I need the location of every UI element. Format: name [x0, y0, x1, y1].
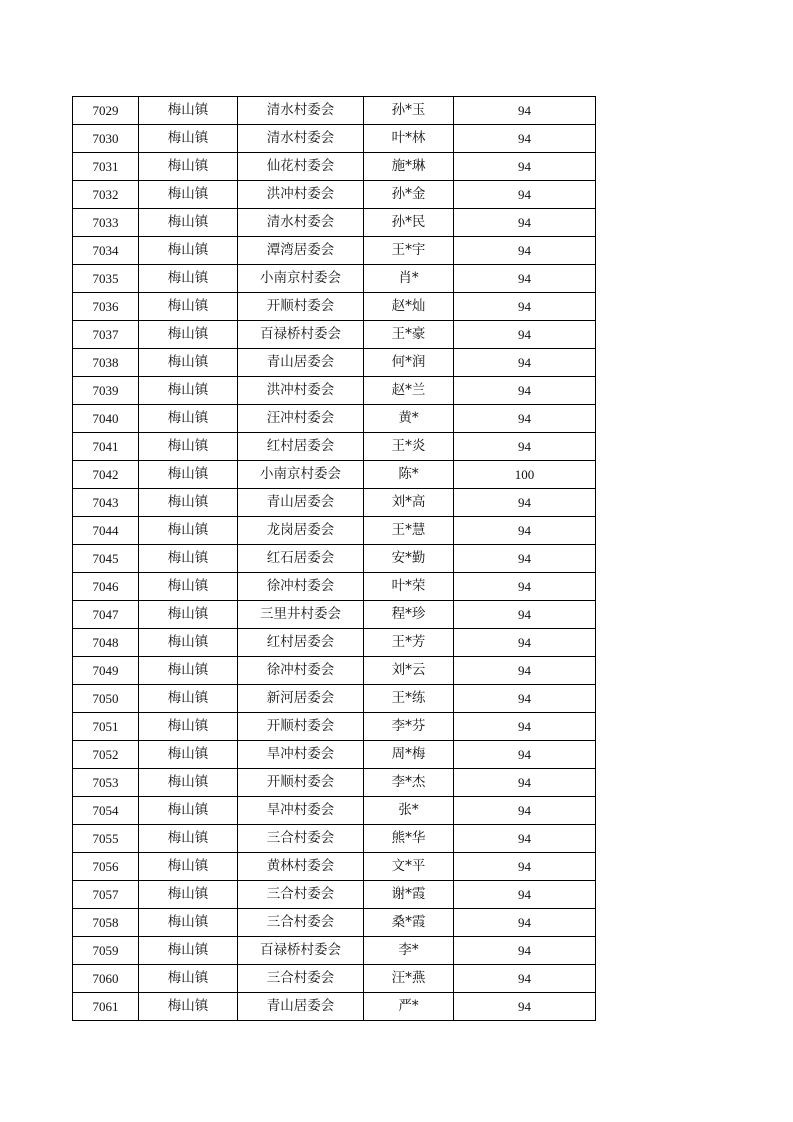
town-cell: 梅山镇	[139, 377, 238, 405]
town-cell: 梅山镇	[139, 181, 238, 209]
town-cell: 梅山镇	[139, 657, 238, 685]
table-row	[73, 657, 596, 685]
table-row	[73, 461, 596, 489]
person-name-cell: 熊*华	[364, 825, 454, 853]
committee-cell: 开顺村委会	[238, 293, 364, 321]
person-name-cell: 桑*霞	[364, 909, 454, 937]
table-row	[73, 937, 596, 965]
table-row	[73, 181, 596, 209]
committee-cell: 清水村委会	[238, 125, 364, 153]
serial-number-cell: 7034	[73, 237, 139, 265]
committee-cell: 三合村委会	[238, 909, 364, 937]
table-row	[73, 909, 596, 937]
committee-cell: 徐冲村委会	[238, 657, 364, 685]
table-row	[73, 265, 596, 293]
score-cell: 94	[454, 993, 596, 1021]
table-row	[73, 237, 596, 265]
committee-cell: 潭湾居委会	[238, 237, 364, 265]
town-cell: 梅山镇	[139, 517, 238, 545]
table-row	[73, 153, 596, 181]
person-name-cell: 施*琳	[364, 153, 454, 181]
committee-cell: 红村居委会	[238, 433, 364, 461]
serial-number-cell: 7053	[73, 769, 139, 797]
committee-cell: 青山居委会	[238, 349, 364, 377]
table-row	[73, 321, 596, 349]
serial-number-cell: 7043	[73, 489, 139, 517]
person-name-cell: 李*	[364, 937, 454, 965]
score-cell: 94	[454, 601, 596, 629]
serial-number-cell: 7038	[73, 349, 139, 377]
town-cell: 梅山镇	[139, 797, 238, 825]
table-row	[73, 769, 596, 797]
person-name-cell: 叶*林	[364, 125, 454, 153]
serial-number-cell: 7058	[73, 909, 139, 937]
town-cell: 梅山镇	[139, 433, 238, 461]
person-name-cell: 肖*	[364, 265, 454, 293]
person-name-cell: 孙*玉	[364, 97, 454, 125]
serial-number-cell: 7042	[73, 461, 139, 489]
table-row	[73, 881, 596, 909]
committee-cell: 清水村委会	[238, 97, 364, 125]
town-cell: 梅山镇	[139, 209, 238, 237]
person-name-cell: 叶*荣	[364, 573, 454, 601]
committee-cell: 百禄桥村委会	[238, 321, 364, 349]
town-cell: 梅山镇	[139, 825, 238, 853]
score-cell: 94	[454, 573, 596, 601]
serial-number-cell: 7051	[73, 713, 139, 741]
committee-cell: 汪冲村委会	[238, 405, 364, 433]
score-cell: 94	[454, 881, 596, 909]
table-row	[73, 741, 596, 769]
town-cell: 梅山镇	[139, 993, 238, 1021]
table-row	[73, 573, 596, 601]
serial-number-cell: 7059	[73, 937, 139, 965]
committee-cell: 三合村委会	[238, 825, 364, 853]
town-cell: 梅山镇	[139, 153, 238, 181]
town-cell: 梅山镇	[139, 489, 238, 517]
town-cell: 梅山镇	[139, 629, 238, 657]
record-table	[72, 96, 596, 1021]
committee-cell: 旱冲村委会	[238, 797, 364, 825]
table-row	[73, 713, 596, 741]
score-cell: 94	[454, 713, 596, 741]
person-name-cell: 李*芬	[364, 713, 454, 741]
score-cell: 94	[454, 937, 596, 965]
serial-number-cell: 7048	[73, 629, 139, 657]
town-cell: 梅山镇	[139, 461, 238, 489]
table-row	[73, 377, 596, 405]
committee-cell: 青山居委会	[238, 489, 364, 517]
town-cell: 梅山镇	[139, 965, 238, 993]
table-row	[73, 545, 596, 573]
table-row	[73, 489, 596, 517]
score-cell: 94	[454, 545, 596, 573]
score-cell: 94	[454, 825, 596, 853]
serial-number-cell: 7060	[73, 965, 139, 993]
person-name-cell: 王*芳	[364, 629, 454, 657]
serial-number-cell: 7033	[73, 209, 139, 237]
table-row	[73, 209, 596, 237]
committee-cell: 洪冲村委会	[238, 377, 364, 405]
committee-cell: 红村居委会	[238, 629, 364, 657]
table-row	[73, 993, 596, 1021]
person-name-cell: 陈*	[364, 461, 454, 489]
score-cell: 94	[454, 909, 596, 937]
town-cell: 梅山镇	[139, 321, 238, 349]
person-name-cell: 汪*燕	[364, 965, 454, 993]
town-cell: 梅山镇	[139, 685, 238, 713]
person-name-cell: 孙*民	[364, 209, 454, 237]
serial-number-cell: 7054	[73, 797, 139, 825]
person-name-cell: 王*慧	[364, 517, 454, 545]
town-cell: 梅山镇	[139, 265, 238, 293]
town-cell: 梅山镇	[139, 405, 238, 433]
committee-cell: 三里井村委会	[238, 601, 364, 629]
score-cell: 100	[454, 461, 596, 489]
town-cell: 梅山镇	[139, 545, 238, 573]
town-cell: 梅山镇	[139, 769, 238, 797]
score-cell: 94	[454, 685, 596, 713]
person-name-cell: 李*杰	[364, 769, 454, 797]
table-row	[73, 405, 596, 433]
committee-cell: 百禄桥村委会	[238, 937, 364, 965]
table-row	[73, 965, 596, 993]
table-row	[73, 825, 596, 853]
person-name-cell: 赵*兰	[364, 377, 454, 405]
score-cell: 94	[454, 153, 596, 181]
score-cell: 94	[454, 377, 596, 405]
town-cell: 梅山镇	[139, 125, 238, 153]
town-cell: 梅山镇	[139, 573, 238, 601]
committee-cell: 开顺村委会	[238, 769, 364, 797]
person-name-cell: 谢*霞	[364, 881, 454, 909]
table-row	[73, 349, 596, 377]
town-cell: 梅山镇	[139, 937, 238, 965]
person-name-cell: 黄*	[364, 405, 454, 433]
town-cell: 梅山镇	[139, 601, 238, 629]
serial-number-cell: 7039	[73, 377, 139, 405]
score-cell: 94	[454, 125, 596, 153]
serial-number-cell: 7029	[73, 97, 139, 125]
town-cell: 梅山镇	[139, 741, 238, 769]
serial-number-cell: 7056	[73, 853, 139, 881]
table-row	[73, 517, 596, 545]
person-name-cell: 王*宇	[364, 237, 454, 265]
score-cell: 94	[454, 293, 596, 321]
person-name-cell: 王*炎	[364, 433, 454, 461]
serial-number-cell: 7036	[73, 293, 139, 321]
committee-cell: 小南京村委会	[238, 265, 364, 293]
table-row	[73, 853, 596, 881]
committee-cell: 龙岗居委会	[238, 517, 364, 545]
town-cell: 梅山镇	[139, 97, 238, 125]
serial-number-cell: 7061	[73, 993, 139, 1021]
committee-cell: 清水村委会	[238, 209, 364, 237]
person-name-cell: 王*练	[364, 685, 454, 713]
score-cell: 94	[454, 797, 596, 825]
serial-number-cell: 7032	[73, 181, 139, 209]
score-cell: 94	[454, 629, 596, 657]
serial-number-cell: 7037	[73, 321, 139, 349]
score-cell: 94	[454, 405, 596, 433]
committee-cell: 旱冲村委会	[238, 741, 364, 769]
score-cell: 94	[454, 209, 596, 237]
town-cell: 梅山镇	[139, 881, 238, 909]
serial-number-cell: 7041	[73, 433, 139, 461]
person-name-cell: 刘*高	[364, 489, 454, 517]
person-name-cell: 王*豪	[364, 321, 454, 349]
person-name-cell: 张*	[364, 797, 454, 825]
score-cell: 94	[454, 433, 596, 461]
town-cell: 梅山镇	[139, 293, 238, 321]
serial-number-cell: 7047	[73, 601, 139, 629]
committee-cell: 徐冲村委会	[238, 573, 364, 601]
score-cell: 94	[454, 657, 596, 685]
table-row	[73, 293, 596, 321]
person-name-cell: 周*梅	[364, 741, 454, 769]
score-cell: 94	[454, 741, 596, 769]
person-name-cell: 程*珍	[364, 601, 454, 629]
score-cell: 94	[454, 321, 596, 349]
committee-cell: 红石居委会	[238, 545, 364, 573]
score-cell: 94	[454, 181, 596, 209]
table-row	[73, 797, 596, 825]
score-cell: 94	[454, 769, 596, 797]
score-cell: 94	[454, 237, 596, 265]
town-cell: 梅山镇	[139, 853, 238, 881]
committee-cell: 开顺村委会	[238, 713, 364, 741]
committee-cell: 仙花村委会	[238, 153, 364, 181]
serial-number-cell: 7031	[73, 153, 139, 181]
score-cell: 94	[454, 97, 596, 125]
committee-cell: 三合村委会	[238, 881, 364, 909]
committee-cell: 洪冲村委会	[238, 181, 364, 209]
person-name-cell: 安*勤	[364, 545, 454, 573]
table-row	[73, 629, 596, 657]
person-name-cell: 文*平	[364, 853, 454, 881]
score-cell: 94	[454, 517, 596, 545]
score-cell: 94	[454, 349, 596, 377]
person-name-cell: 严*	[364, 993, 454, 1021]
score-cell: 94	[454, 489, 596, 517]
town-cell: 梅山镇	[139, 349, 238, 377]
table-row	[73, 433, 596, 461]
record-table-body	[73, 97, 596, 1021]
person-name-cell: 何*润	[364, 349, 454, 377]
serial-number-cell: 7035	[73, 265, 139, 293]
serial-number-cell: 7046	[73, 573, 139, 601]
serial-number-cell: 7030	[73, 125, 139, 153]
committee-cell: 小南京村委会	[238, 461, 364, 489]
person-name-cell: 孙*金	[364, 181, 454, 209]
serial-number-cell: 7052	[73, 741, 139, 769]
person-name-cell: 刘*云	[364, 657, 454, 685]
town-cell: 梅山镇	[139, 909, 238, 937]
person-name-cell: 赵*灿	[364, 293, 454, 321]
serial-number-cell: 7049	[73, 657, 139, 685]
table-row	[73, 601, 596, 629]
committee-cell: 黄林村委会	[238, 853, 364, 881]
committee-cell: 新河居委会	[238, 685, 364, 713]
serial-number-cell: 7055	[73, 825, 139, 853]
serial-number-cell: 7044	[73, 517, 139, 545]
score-cell: 94	[454, 965, 596, 993]
table-row	[73, 125, 596, 153]
table-row	[73, 685, 596, 713]
serial-number-cell: 7050	[73, 685, 139, 713]
table-row	[73, 97, 596, 125]
score-cell: 94	[454, 853, 596, 881]
score-cell: 94	[454, 265, 596, 293]
serial-number-cell: 7057	[73, 881, 139, 909]
serial-number-cell: 7040	[73, 405, 139, 433]
town-cell: 梅山镇	[139, 237, 238, 265]
committee-cell: 三合村委会	[238, 965, 364, 993]
committee-cell: 青山居委会	[238, 993, 364, 1021]
serial-number-cell: 7045	[73, 545, 139, 573]
town-cell: 梅山镇	[139, 713, 238, 741]
